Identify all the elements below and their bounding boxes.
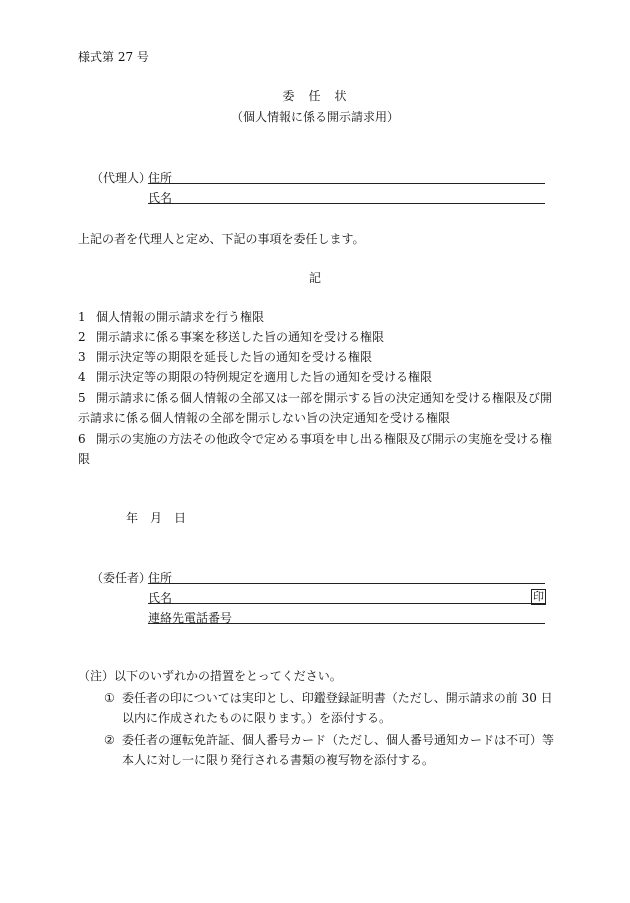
date-line[interactable]: 年 月 日 xyxy=(126,511,187,525)
delegator-address-line[interactable] xyxy=(148,583,545,584)
list-item xyxy=(78,327,558,347)
item-number: 6 xyxy=(78,432,86,446)
item-number: 5 xyxy=(78,391,86,405)
item-text: 開示請求に係る個人情報の全部又は一部を開示する旨の決定通知を受ける権限及び開示請求に係る個人情報の全部を開示しない旨の決定通知を受ける権限 xyxy=(78,391,553,425)
item-text: 開示決定等の期限を延長した旨の通知を受ける権限 xyxy=(96,350,373,364)
item-number: 4 xyxy=(78,370,86,384)
delegator-name-label: 氏名 xyxy=(148,591,173,605)
intro-text: 上記の者を代理人と定め、下記の事項を委任します。 xyxy=(78,232,365,246)
agent-address-label: 住所 xyxy=(148,171,173,185)
note-item xyxy=(104,688,564,728)
seal-mark: 印 xyxy=(533,590,544,603)
note-item-mark: ① xyxy=(104,691,115,705)
note-item-text: 委任者の印については実印とし、印鑑登録証明書（ただし、開示請求の前 30 日以内に作成されたものに限ります。）を添付する。 xyxy=(122,691,553,725)
delegator-phone-label: 連絡先電話番号 xyxy=(148,611,233,625)
agent-name-label: 氏名 xyxy=(148,191,173,205)
item-number: 2 xyxy=(78,330,86,344)
note-label: （注） xyxy=(78,669,115,683)
item-text: 開示の実施の方法その他政令で定める事項を申し出る権限及び開示の実施を受ける権限 xyxy=(78,432,553,466)
note-item-text: 委任者の運転免許証、個人番号カード（ただし、個人番号通知カードは不可）等本人に対し一に限り発行される書類の複写物を添付する。 xyxy=(122,733,555,767)
list-item xyxy=(78,388,558,428)
item-text: 開示決定等の期限の特例規定を適用した旨の通知を受ける権限 xyxy=(96,370,433,384)
document-subtitle: （個人情報に係る開示請求用） xyxy=(230,110,399,124)
delegator-name-line[interactable] xyxy=(148,603,545,604)
delegator-address-label: 住所 xyxy=(148,571,173,585)
note-intro: 以下のいずれかの措置をとってください。 xyxy=(114,669,342,683)
agent-address-line[interactable] xyxy=(148,183,545,184)
note-item xyxy=(104,730,564,770)
item-number: 3 xyxy=(78,350,86,364)
form-number: 様式第 27 号 xyxy=(78,50,149,64)
delegator-phone-line[interactable] xyxy=(148,623,545,624)
list-item xyxy=(78,347,558,367)
document-title: 委 任 状 xyxy=(282,89,348,103)
item-number: 1 xyxy=(78,310,86,324)
agent-label: （代理人） xyxy=(91,171,152,185)
list-item xyxy=(78,367,558,387)
note-item-mark: ② xyxy=(104,733,115,747)
delegator-label: （委任者） xyxy=(91,571,152,585)
list-item xyxy=(78,307,558,327)
list-item xyxy=(78,429,558,469)
item-text: 開示請求に係る事案を移送した旨の通知を受ける権限 xyxy=(96,330,385,344)
agent-name-line[interactable] xyxy=(148,203,545,204)
item-text: 個人情報の開示請求を行う権限 xyxy=(96,310,265,324)
ki-heading: 記 xyxy=(308,271,321,285)
